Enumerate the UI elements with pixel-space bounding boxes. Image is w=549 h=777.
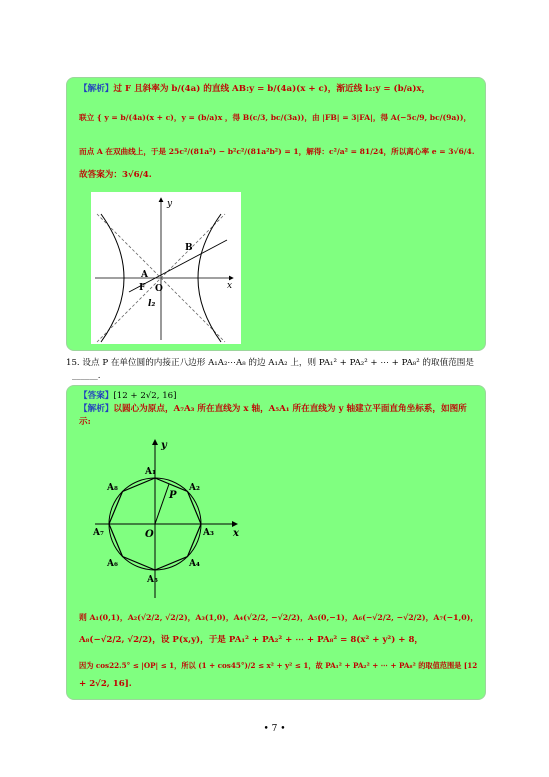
analysis-text: 过 F 且斜率为 b/(4a) 的直线 AB:y = b/(4a)(x + c)，渐近线 l₂:y = (b/a)x， (113, 84, 431, 94)
label-o: O (155, 284, 163, 294)
label-y: y (167, 199, 173, 209)
range-line-2: + 2√2, 16]. (79, 679, 132, 689)
label-a6: A₆ (107, 559, 118, 569)
analysis-line-4 (79, 170, 152, 181)
question-15-line-1: 15. 设点 P 在单位圆的内接正八边形 A₁A₂⋯A₈ 的边 A₁A₂ 上，则 PA₁² + PA₂² + ⋯ + PA₈² 的取值范围是 (66, 358, 474, 368)
system-text: 联立 { y = b/(4a)(x + c)，y = (b/a)x ，得 B(c/3, bc/(3a))，由 |FB| = 3|FA|，得 A(−5c/9, bc/(9a))， (79, 113, 472, 122)
final-answer-value: 3√6/4. (121, 170, 152, 180)
label-l2: l₂ (148, 299, 156, 309)
label-a7: A₇ (93, 528, 104, 538)
label-a3: A₃ (203, 528, 214, 538)
question-15-blank: ______. (72, 371, 101, 381)
solution-box-14 (66, 77, 486, 351)
answer-value: [12 + 2√2, 16] (113, 391, 177, 401)
analysis-line-3 (79, 146, 474, 157)
label-x: x (227, 281, 233, 291)
octagon-figure (91, 434, 251, 604)
label-a2: A₂ (189, 483, 200, 493)
page-number: • 7 • (263, 724, 286, 734)
answer-tag: 【答案】 (79, 391, 114, 401)
analysis-line-1 (79, 404, 467, 415)
analysis-line-2: 示: (79, 417, 91, 427)
label-f: F (139, 283, 146, 293)
label-a5: A₅ (147, 575, 158, 585)
label-a1: A₁ (145, 467, 156, 477)
label-b: B (185, 243, 193, 253)
label-y: y (161, 440, 167, 451)
range-line-1: 因为 cos22.5° ≤ |OP| ≤ 1，所以 (1 + cos45°)/2 ≤ x² + y² ≤ 1，故 PA₁² + PA₂² + ⋯ + PA₈² 的取值范围是 [12 (79, 661, 478, 670)
final-answer-label: 故答案为： (79, 170, 122, 180)
answer-line (79, 391, 177, 402)
analysis-text: 以圆心为原点，A₇A₃ 所在直线为 x 轴，A₅A₁ 所在直线为 y 轴建立平面直角坐标系，如图所 (113, 404, 467, 414)
analysis-tag: 【解析】 (79, 404, 114, 414)
label-x: x (233, 528, 239, 539)
label-o: O (145, 529, 154, 540)
coordinates-line-2: A₈(−√2/2, √2/2)，设 P(x,y)，于是 PA₁² + PA₂² + ⋯ + PA₈² = 8(x² + y²) + 8， (79, 635, 424, 645)
label-a: A (141, 270, 148, 280)
eccentricity-text: 而点 A 在双曲线上，于是 25c²/(81a²) − b²c²/(81a²b²) = 1，解得：c²/a² = 81/24，所以离心率 e = 3√6/4. (79, 147, 475, 156)
segment-op (155, 484, 169, 524)
coordinates-line-1: 则 A₁(0,1)，A₂(√2/2, √2/2)，A₃(1,0)，A₄(√2/2, −√2/2)，A₅(0,−1)，A₆(−√2/2, −√2/2)，A₇(−1,0)， (79, 613, 479, 622)
analysis-line-1 (79, 84, 430, 95)
solution-box-15 (66, 385, 486, 700)
analysis-line-2 (79, 112, 471, 123)
label-p: P (169, 490, 177, 501)
hyperbola-figure (91, 192, 241, 344)
label-a4: A₄ (189, 559, 200, 569)
analysis-tag: 【解析】 (79, 84, 114, 94)
label-a8: A₈ (107, 483, 118, 493)
